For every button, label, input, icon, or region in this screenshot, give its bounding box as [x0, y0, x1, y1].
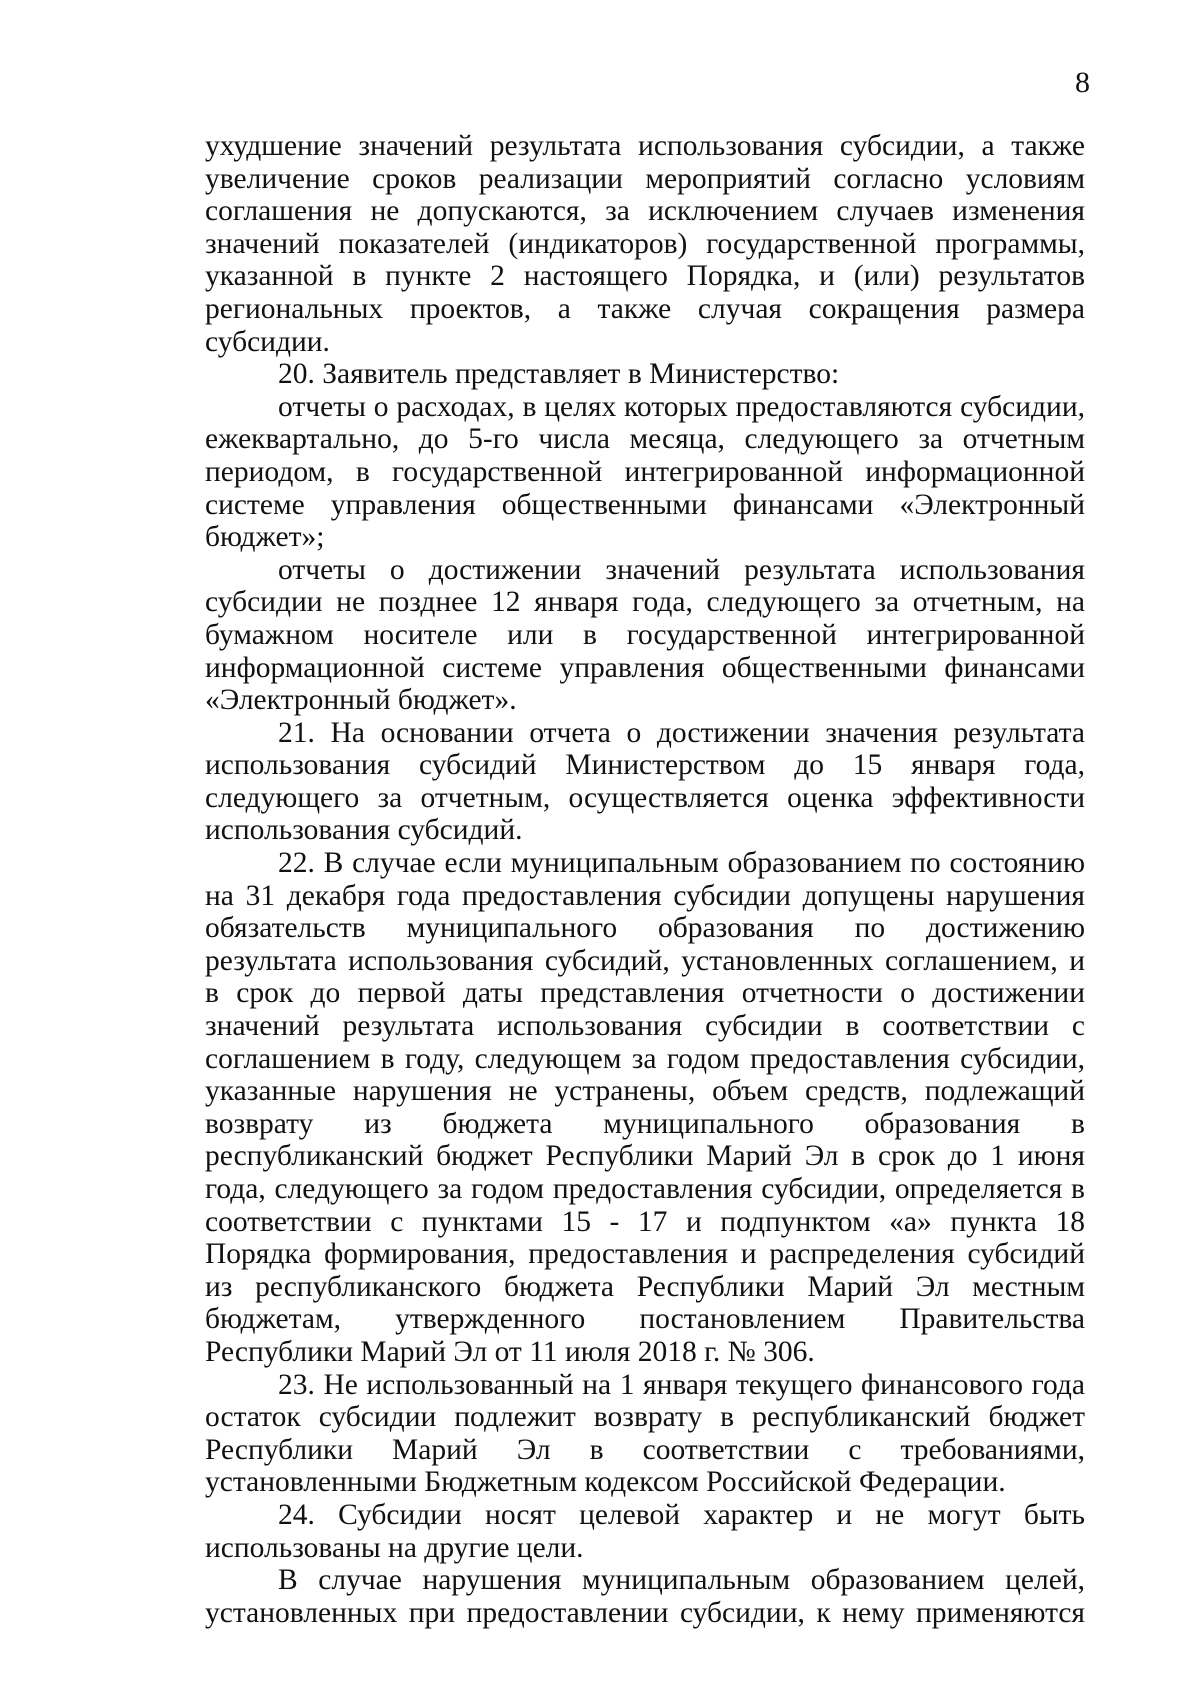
paragraph-continuation: ухудшение значений результата использования субсидии, а также увеличение сроков реализации мероприятий согласно условиям соглашения не допускаются, за исключением случаев изменения значений показателей (индикаторов) государственной программы, указанной в пункте 2 настоящего Порядка, и (или) результатов региональных проектов, а также случая сокращения размера субсидии. — [205, 130, 1085, 358]
paragraph-20-heading: 20. Заявитель представляет в Министерство: — [278, 358, 840, 391]
page-number: 8 — [1075, 66, 1090, 99]
paragraph-20-expense-reports: отчеты о расходах, в целях которых предоставляются субсидии, ежеквартально, до 5-го числа месяца, следующего за отчетным периодом, в государственной интегрированной информационной системе управления общественными финансами «Электронный бюджет»; — [205, 390, 1085, 554]
paragraph-21: 21. На основании отчета о достижении значения результата использования субсидий Министерством до 15 января года, следующего за отчетным, осуществляется оценка эффективности использования субсидий. — [205, 716, 1085, 847]
paragraph-20-result-reports: отчеты о достижении значений результата использования субсидии не позднее 12 января года, следующего за отчетным, на бумажном носителе или в государственной интегрированной информационной системе управления общественными финансами «Электронный бюджет». — [205, 553, 1085, 717]
paragraph-23: 23. Не использованный на 1 января текущего финансового года остаток субсидии подлежит возврату в республиканский бюджет Республики Марий Эл в соответствии с требованиями, установленными Бюджетным кодексом Российской Федерации. — [205, 1368, 1085, 1499]
paragraph-24: 24. Субсидии носят целевой характер и не могут быть использованы на другие цели. — [205, 1498, 1085, 1564]
paragraph-22: 22. В случае если муниципальным образованием по состоянию на 31 декабря года предоставления субсидии допущены нарушения обязательств муниципального образования по достижению результата использования субсидий, установленных соглашением, и в срок до первой даты представления отчетности о достижении значений результата использования субсидии в соответствии с соглашением в году, следующем за годом предоставления субсидии, указанные нарушения не устранены, объем средств, подлежащий возврату из бюджета муниципального образования в республиканский бюджет Республики Марий Эл в срок до 1 июня года, следующего за годом предоставления субсидии, определяется в соответствии с пунктами 15 - 17 и подпунктом «а» пункта 18 Порядка формирования, предоставления и распределения субсидий из республиканского бюджета Республики Марий Эл местным бюджетам, утвержденного постановлением Правительства Республики Марий Эл от 11 июля 2018 г. № 306. — [205, 847, 1085, 1368]
paragraph-24-continued: В случае нарушения муниципальным образованием целей, установленных при предоставлении субсидии, к нему применяются — [205, 1564, 1085, 1629]
document-body — [205, 130, 1085, 1629]
